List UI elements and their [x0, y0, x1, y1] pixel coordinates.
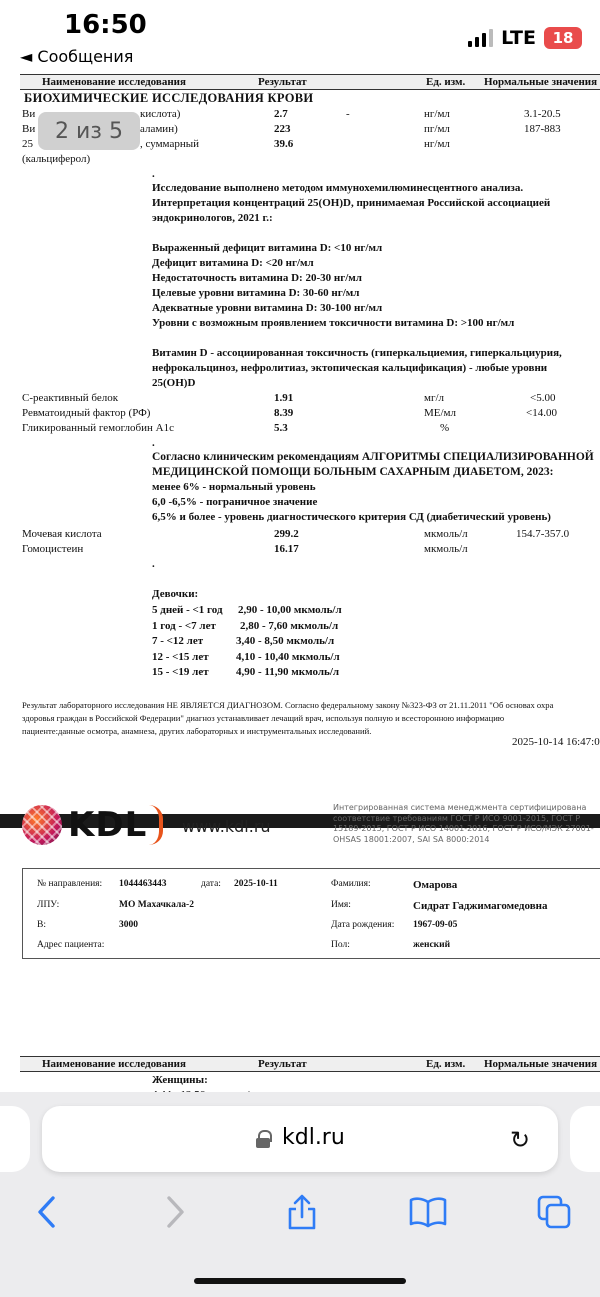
status-time: 16:50 — [64, 10, 147, 40]
note-line: нефрокальциноз, нефролитиаз, эктопическая кальцификация) - любые уровни — [152, 362, 548, 374]
row-result: 16.17 — [274, 543, 299, 555]
row-result: 223 — [274, 123, 291, 135]
row-norm: 187-883 — [524, 123, 561, 135]
safari-bottom-bar — [0, 1092, 600, 1297]
row-name: С-реактивный белок — [22, 392, 119, 404]
range-row — [152, 603, 592, 619]
signal-icon — [468, 29, 493, 47]
hba1c-note — [152, 450, 592, 525]
note-line: 6,5% и более - уровень диагностического критерия СД (диабетический уровень) — [152, 511, 551, 523]
table-row — [0, 392, 600, 408]
header-norm: Нормальные значения — [484, 1058, 598, 1070]
iso-line: 15189-2015, ГОСТ Р ИСО 14001-2016, ГОСТ Р ИСО/МЭК 27001- — [333, 824, 594, 833]
bullet-dot: . — [152, 558, 155, 570]
table-row — [0, 528, 600, 544]
page-indicator: 2 из 5 — [38, 112, 140, 150]
range-row — [152, 650, 592, 666]
note-line: МЕДИЦИНСКОЙ ПОМОЩИ БОЛЬНЫМ САХАРНЫМ ДИАБЕТОМ, 2023: — [152, 466, 554, 478]
lab-report-document[interactable] — [0, 72, 600, 1112]
row-name: Гликированный гемоглобин А1с — [22, 422, 174, 434]
header-result: Результат — [258, 1058, 307, 1070]
row-flag: - — [346, 108, 350, 120]
note-line: Недостаточность витамина D: 20-30 нг/мл — [152, 272, 362, 284]
table-row — [0, 543, 600, 559]
row-unit: % — [440, 422, 450, 434]
surname-value: Омарова — [413, 879, 458, 891]
row-name: Ви — [22, 108, 36, 120]
v-label: В: — [37, 920, 46, 930]
sex-value: женский — [413, 940, 451, 950]
row-name: Мочевая кислота — [22, 528, 102, 540]
range-value: 2,90 - 10,00 мкмоль/л — [238, 604, 342, 616]
row-result: 299.2 — [274, 528, 299, 540]
row-unit: пг/мл — [424, 123, 450, 135]
note-line: 25(OH)D — [152, 377, 196, 389]
range-value: 4,10 - 10,40 мкмоль/л — [236, 650, 340, 663]
row-name: Ревматоидный фактор (РФ) — [22, 407, 151, 419]
date-label: дата: — [201, 879, 221, 889]
disclaimer-line: Результат лабораторного исследования НЕ ЯВЛЯЕТСЯ ДИАГНОЗОМ. Согласно федеральному закону №323-ФЗ от 21.11.2011 "Об основах охра — [22, 700, 554, 710]
dob-label: Дата рождения: — [331, 920, 395, 930]
kdl-url: www.kdl.ru — [182, 817, 271, 836]
range-value: 2,80 - 7,60 мкмоль/л — [240, 619, 339, 632]
kdl-logo — [22, 805, 163, 845]
table-header — [20, 74, 600, 90]
v-value: 3000 — [119, 920, 138, 930]
disclaimer-line: здоровья граждан в Российской Федерации" диагноз устанавливает лечащий врач, используя полную и всесторонною информацию — [22, 713, 505, 723]
direction-value: 1044463443 — [119, 879, 167, 889]
name-value: Сидрат Гаджимагомедовна — [413, 900, 548, 912]
iso-certification — [333, 803, 600, 845]
vitamin-d-note — [152, 181, 592, 391]
reload-icon[interactable]: ↻ — [510, 1126, 531, 1154]
women-title: Женщины: — [152, 1074, 208, 1086]
row-result: 5.3 — [274, 422, 288, 434]
note-line: 6,0 -6,5% - пограничное значение — [152, 496, 318, 508]
back-to-messages-link[interactable]: ◄ Сообщения — [20, 47, 134, 66]
row-name-tail: кислота) — [140, 108, 181, 120]
note-line — [152, 226, 592, 241]
range-age: 15 - <19 лет — [152, 666, 209, 678]
header-unit: Ед. изм. — [426, 1058, 466, 1070]
row-norm: 3.1-20.5 — [524, 108, 561, 120]
surname-label: Фамилия: — [331, 879, 371, 889]
range-row — [152, 634, 592, 650]
patient-info-box — [22, 868, 600, 959]
girls-title: Девочки: — [152, 588, 199, 600]
note-line: Исследование выполнено методом иммунохемилюминесцентного анализа. — [152, 182, 524, 194]
girls-ranges — [152, 587, 592, 602]
note-line: Уровни с возможным проявлением токсичности витамина D: >100 нг/мл — [152, 317, 515, 329]
header-name: Наименование исследования — [42, 1058, 186, 1070]
row-result: 2.7 — [274, 108, 288, 120]
network-type: LTE — [501, 27, 536, 49]
battery-icon: 18 — [544, 27, 582, 49]
girls-range-list — [152, 603, 592, 681]
bullet-dot: . — [152, 437, 155, 449]
address-bar[interactable] — [42, 1106, 558, 1172]
table-row — [0, 153, 600, 169]
row-result: 8.39 — [274, 407, 294, 419]
row-result: 1.91 — [274, 392, 294, 404]
report-datestamp: 2025-10-14 16:47:0 — [512, 736, 600, 748]
kdl-ball-icon — [22, 805, 62, 845]
date-value: 2025-10-11 — [234, 879, 278, 889]
name-label: Имя: — [331, 900, 351, 910]
header-name: Наименование исследования — [42, 76, 186, 88]
row-unit: МЕ/мл — [424, 407, 457, 419]
range-row — [152, 665, 592, 681]
safari-toolbar — [0, 1192, 600, 1236]
iso-line: OHSAS 18001:2007, SAI SA 8000:2014 — [333, 834, 490, 844]
range-age: 12 - <15 лет — [152, 650, 209, 663]
address-text: kdl.ru — [282, 1125, 345, 1150]
iso-line: Интегрированная система менеджмента сертифицирована — [333, 803, 587, 812]
range-age: 7 - <12 лет — [152, 635, 204, 647]
range-value: 3,40 - 8,50 мкмоль/л — [236, 635, 335, 647]
home-indicator[interactable] — [194, 1278, 406, 1284]
direction-label: № направления: — [37, 879, 103, 889]
note-line — [152, 331, 592, 346]
header-norm: Нормальные значения — [484, 76, 598, 88]
section-title: БИОХИМИЧЕСКИЕ ИССЛЕДОВАНИЯ КРОВИ — [24, 91, 314, 105]
forward-button[interactable] — [158, 1192, 194, 1232]
back-button[interactable] — [28, 1192, 64, 1232]
row-name-tail: аламин) — [140, 123, 178, 135]
row-norm: <14.00 — [526, 407, 557, 419]
status-indicators — [468, 27, 582, 49]
table-header-page2 — [20, 1056, 600, 1072]
range-age: 5 дней - <1 год — [152, 604, 223, 616]
note-line: Интерпретация концентраций 25(OH)D, принимаемая Российской ассоциацией — [152, 197, 551, 209]
header-unit: Ед. изм. — [426, 76, 466, 88]
header-result: Результат — [258, 76, 307, 88]
lock-icon — [256, 1130, 270, 1148]
status-bar — [0, 0, 600, 72]
row-unit: мг/л — [424, 392, 445, 404]
book-icon — [408, 1196, 448, 1228]
previous-tab-stub[interactable] — [0, 1106, 30, 1172]
row-norm: 154.7-357.0 — [516, 528, 570, 540]
note-line: менее 6% - нормальный уровень — [152, 481, 316, 493]
kdl-logo-text: KDL — [68, 805, 148, 845]
kdl-swoosh-icon — [149, 805, 163, 845]
row-unit: нг/мл — [424, 138, 450, 150]
table-row — [0, 407, 600, 423]
note-line: Адекватные уровни витамина D: 30-100 нг/мл — [152, 302, 383, 314]
tabs-button[interactable] — [534, 1192, 574, 1232]
note-line: эндокринологов, 2021 г.: — [152, 212, 273, 224]
row-unit: мкмоль/л — [424, 528, 468, 540]
note-line: Витамин D - ассоциированная токсичность (гиперкальциемия, гиперкальциурия, — [152, 347, 562, 359]
note-line: Согласно клиническим рекомендациям АЛГОРИТМЫ СПЕЦИАЛИЗИРОВАННОЙ — [152, 451, 594, 463]
tabs-icon — [536, 1194, 572, 1230]
note-line: Целевые уровни витамина D: 30-60 нг/мл — [152, 287, 360, 299]
range-value: 4,90 - 11,90 мкмоль/л — [236, 666, 340, 678]
chevron-left-icon — [36, 1195, 56, 1229]
row-unit: мкмоль/л — [424, 543, 468, 555]
share-button[interactable] — [282, 1192, 322, 1232]
bookmarks-button[interactable] — [406, 1192, 450, 1232]
row-unit: нг/мл — [424, 108, 450, 120]
lpu-value: МО Махачкала-2 — [119, 900, 194, 910]
share-icon — [286, 1193, 318, 1231]
note-line: Выраженный дефицит витамина D: <10 нг/мл — [152, 242, 383, 254]
table-row — [0, 422, 600, 438]
row-name: Гомоцистеин — [22, 543, 84, 555]
row-name: 25 — [22, 138, 33, 150]
dob-value: 1967-09-05 — [413, 920, 458, 930]
address-label: Адрес пациента: — [37, 940, 105, 950]
row-result: 39.6 — [274, 138, 294, 150]
chevron-right-icon — [166, 1195, 186, 1229]
row-name: (кальциферол) — [22, 153, 91, 165]
disclaimer-line: пациенте:данные осмотра, анамнеза, других лабораторных и инструментальных исследований. — [22, 726, 372, 736]
next-tab-stub[interactable] — [570, 1106, 600, 1172]
iso-line: соответствие требованиям ГОСТ Р ИСО 9001-2015, ГОСТ Р — [333, 813, 581, 823]
sex-label: Пол: — [331, 940, 350, 950]
disclaimer — [22, 699, 600, 738]
row-name: Ви — [22, 123, 36, 135]
bullet-dot: . — [152, 168, 155, 180]
note-line: Дефицит витамина D: <20 нг/мл — [152, 257, 314, 269]
lpu-label: ЛПУ: — [37, 900, 60, 910]
row-norm: <5.00 — [530, 392, 556, 404]
range-age: 1 год - <7 лет — [152, 619, 216, 632]
row-name-tail: , суммарный — [140, 138, 199, 150]
range-row — [152, 619, 592, 635]
